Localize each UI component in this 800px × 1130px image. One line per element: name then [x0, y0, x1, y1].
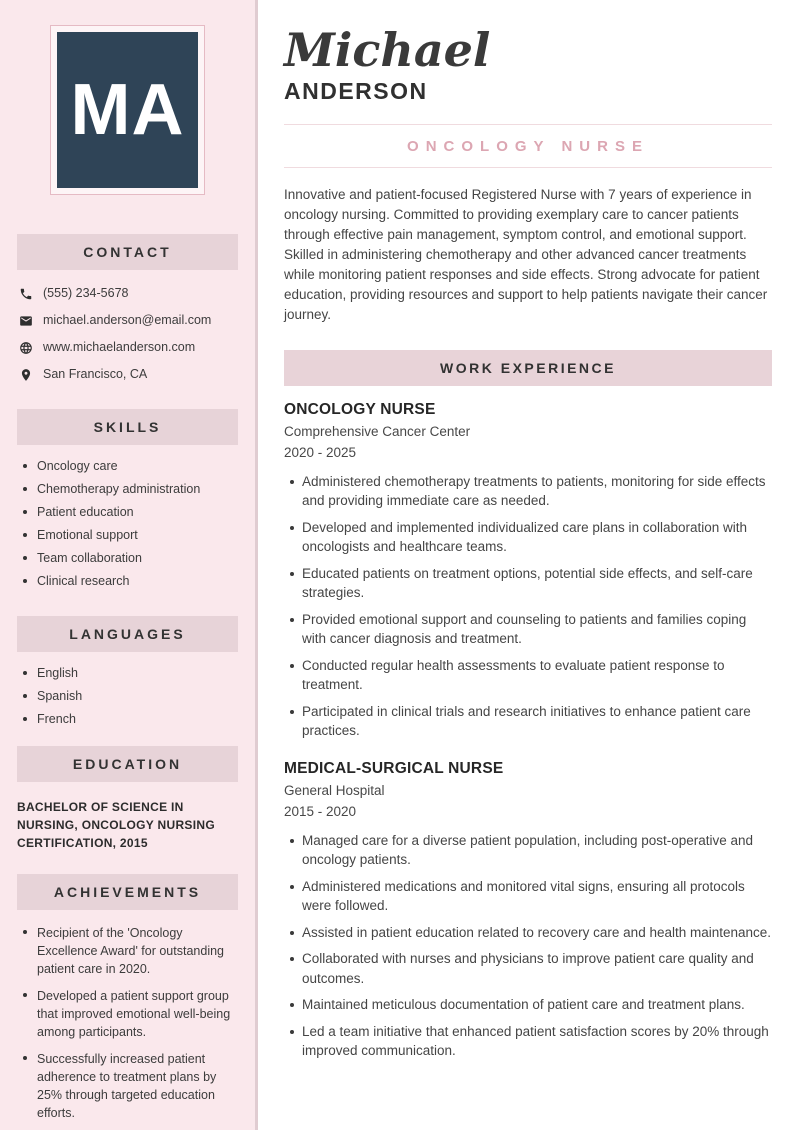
job-bullet: Administered medications and monitored vital signs, ensuring all protocols were followed. — [284, 877, 772, 916]
main-column — [258, 0, 800, 1130]
phone-number: (555) 234-5678 — [43, 286, 129, 300]
location-icon — [19, 368, 33, 382]
website-url: www.michaelanderson.com — [43, 340, 196, 354]
language-item: French — [21, 711, 238, 728]
work-experience-heading: WORK EXPERIENCE — [284, 350, 772, 386]
monogram: MA — [57, 32, 198, 188]
skills-section-heading: SKILLS — [17, 409, 238, 445]
achievement-item: Developed a patient support group that improved emotional well-being among participants. — [21, 987, 238, 1041]
role-title: ONCOLOGY NURSE — [407, 137, 649, 155]
achievement-item: Successfully increased patient adherence to treatment plans by 25% through targeted education efforts. — [21, 1050, 238, 1122]
contact-item-website — [19, 339, 238, 356]
skill-item: Clinical research — [21, 573, 238, 590]
email-icon — [19, 314, 33, 328]
job-title: ONCOLOGY NURSE — [284, 400, 436, 418]
contact-list — [17, 285, 238, 383]
education-section-heading: EDUCATION — [17, 746, 238, 782]
last-name: ANDERSON — [284, 77, 428, 104]
job-bullet: Managed care for a diverse patient population, including post-operative and oncology patients. — [284, 831, 772, 870]
divider-line — [284, 167, 772, 168]
globe-icon — [19, 341, 33, 355]
job-title: MEDICAL-SURGICAL NURSE — [284, 759, 504, 777]
job-entry — [284, 401, 772, 741]
phone-icon — [19, 287, 33, 301]
contact-item-phone — [19, 285, 238, 302]
location-text: San Francisco, CA — [43, 367, 148, 381]
first-name: Michael — [284, 23, 491, 77]
sidebar — [0, 0, 258, 1130]
job-company: General Hospital — [284, 782, 385, 798]
monogram-frame — [50, 25, 205, 195]
skill-item: Emotional support — [21, 527, 238, 544]
job-bullet-list — [284, 472, 772, 741]
job-dates: 2015 - 2020 — [284, 803, 357, 819]
job-bullet: Collaborated with nurses and physicians to improve patient care quality and outcomes. — [284, 949, 772, 988]
job-bullet: Educated patients on treatment options, potential side effects, and self-care strategies. — [284, 564, 772, 603]
job-bullet: Conducted regular health assessments to evaluate patient response to treatment. — [284, 656, 772, 695]
job-bullet: Participated in clinical trials and research initiatives to enhance patient care practices. — [284, 702, 772, 741]
job-entry — [284, 760, 772, 1061]
job-bullet: Provided emotional support and counseling to patients and families coping with cancer diagnosis and treatment. — [284, 610, 772, 649]
job-bullet: Developed and implemented individualized care plans in collaboration with oncologists and healthcare teams. — [284, 518, 772, 557]
skill-item: Oncology care — [21, 458, 238, 475]
achievements-section-heading: ACHIEVEMENTS — [17, 874, 238, 910]
job-bullet: Maintained meticulous documentation of patient care and treatment plans. — [284, 995, 772, 1015]
job-bullet-list — [284, 831, 772, 1061]
skills-list — [17, 458, 238, 590]
job-dates: 2020 - 2025 — [284, 444, 357, 460]
skill-item: Patient education — [21, 504, 238, 521]
achievements-list — [17, 924, 238, 1122]
languages-section-heading: LANGUAGES — [17, 616, 238, 652]
skill-item: Team collaboration — [21, 550, 238, 567]
job-bullet: Administered chemotherapy treatments to patients, monitoring for side effects and providing immediate care as needed. — [284, 472, 772, 511]
professional-summary: Innovative and patient-focused Registered Nurse with 7 years of experience in oncology nursing. Committed to providing exemplary care to cancer patients through effective pain management, symptom control, and emotional support. Skilled in administering chemotherapy and other advanced cancer treatments while monitoring patient responses and side effects. Strong advocate for patient education, providing resources and support to help patients navigate their cancer journey. — [284, 186, 768, 322]
contact-item-location — [19, 366, 238, 383]
job-bullet: Assisted in patient education related to recovery care and health maintenance. — [284, 923, 772, 943]
achievement-item: Recipient of the 'Oncology Excellence Award' for outstanding patient care in 2020. — [21, 924, 238, 978]
contact-item-email — [19, 312, 238, 329]
language-item: Spanish — [21, 688, 238, 705]
education-degree: BACHELOR OF SCIENCE IN NURSING, ONCOLOGY NURSING CERTIFICATION, 2015 — [17, 800, 215, 850]
job-company: Comprehensive Cancer Center — [284, 423, 471, 439]
language-item: English — [21, 665, 238, 682]
job-bullet: Led a team initiative that enhanced patient satisfaction scores by 20% through improved communication. — [284, 1022, 772, 1061]
skill-item: Chemotherapy administration — [21, 481, 238, 498]
contact-section-heading: CONTACT — [17, 234, 238, 270]
languages-list — [17, 665, 238, 728]
email-address: michael.anderson@email.com — [43, 313, 212, 327]
